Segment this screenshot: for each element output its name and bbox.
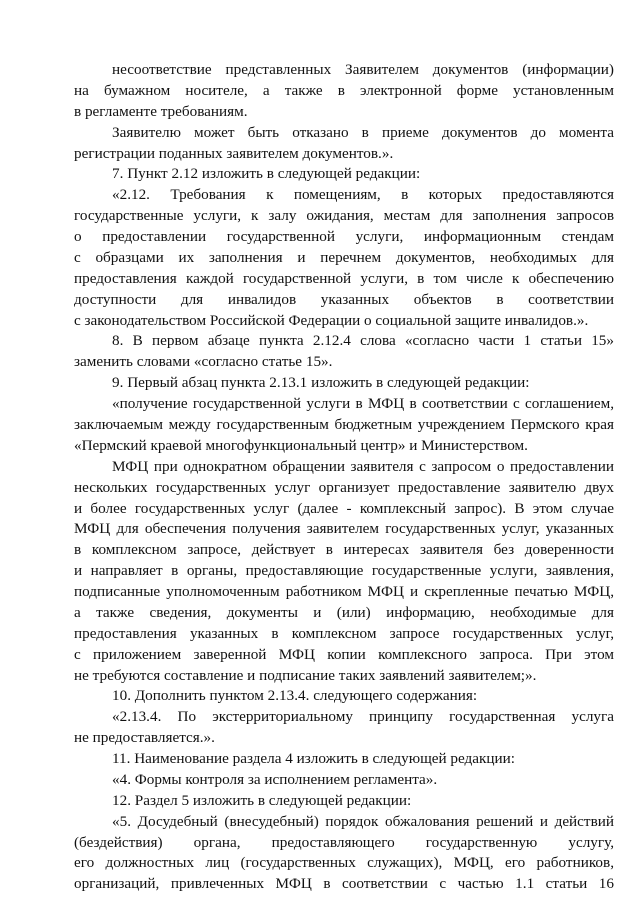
text-line: «2.13.4. По экстерриториальному принципу государственная услуга bbox=[112, 708, 614, 726]
text-line: «4. Формы контроля за исполнением регламента». bbox=[112, 770, 438, 788]
text-line: с приложением заверенной МФЦ копии комплексного запроса. При этом bbox=[74, 645, 614, 663]
text-line: не предоставляется.». bbox=[74, 729, 215, 747]
text-line: с образцами их заполнения и перечнем документов, необходимых для bbox=[74, 248, 614, 266]
text-line: 11. Наименование раздела 4 изложить в следующей редакции: bbox=[112, 750, 516, 767]
text-line: несоответствие представленных Заявителем документов (информации) bbox=[112, 61, 614, 78]
text-line: «5. Досудебный (внесудебный) порядок обжалования решений и действий bbox=[112, 812, 614, 830]
text-line: в регламенте требованиям. bbox=[74, 102, 248, 120]
text-line: «2.12. Требования к помещениям, в которых предоставляются bbox=[112, 186, 614, 204]
text-line: не требуются составление и подписание таких заявлений заявителем;». bbox=[74, 666, 537, 684]
text-line: Заявителю может быть отказано в приеме документов до момента bbox=[112, 123, 614, 141]
text-line: «Пермский краевой многофункциональный центр» и Министерством. bbox=[74, 436, 528, 454]
text-line: о предоставлении государственной услуги, информационным стендам bbox=[74, 228, 614, 245]
text-line: нескольких государственных услуг организует предоставление заявителю двух bbox=[74, 478, 614, 496]
text-line: подписанные уполномоченным работником МФЦ и скрепленные печатью МФЦ, bbox=[74, 583, 614, 600]
text-line: на бумажном носителе, а также в электронной форме установленным bbox=[74, 81, 614, 99]
text-line: доступности для инвалидов указанных объектов в соответствии bbox=[74, 290, 614, 308]
text-line: заключаемым между государственным бюджетным учреждением Пермского края bbox=[74, 416, 614, 433]
text-line: организаций, привлеченных МФЦ в соответствии с частью 1.1 статьи 16 bbox=[74, 875, 614, 893]
text-line: «получение государственной услуги в МФЦ в соответствии с соглашением, bbox=[112, 395, 614, 413]
text-line: заменить словами «согласно статье 15». bbox=[74, 353, 333, 371]
text-line: регистрации поданных заявителем документов.». bbox=[74, 144, 394, 162]
text-line: 10. Дополнить пунктом 2.13.4. следующего содержания: bbox=[112, 687, 478, 705]
text-line: (бездействия) органа, предоставляющего государственную услугу, bbox=[74, 833, 614, 851]
text-line: МФЦ при однократном обращении заявителя с запросом о предоставлении bbox=[112, 457, 614, 475]
text-line: государственные услуги, к залу ожидания, местам для заполнения запросов bbox=[74, 207, 614, 225]
text-line: 7. Пункт 2.12 изложить в следующей редакции: bbox=[112, 165, 421, 183]
text-line: с законодательством Российской Федерации о социальной защите инвалидов.». bbox=[74, 311, 589, 329]
text-line: предоставления каждой государственной услуги, в том числе к обеспечению bbox=[74, 269, 614, 287]
text-line: МФЦ для обеспечения получения заявителем государственных услуг, указанных bbox=[74, 520, 614, 538]
text-line: а также сведения, документы и (или) информацию, необходимые для bbox=[74, 603, 614, 621]
text-line: и направляет в органы, предоставляющие государственные услуги, заявления, bbox=[74, 562, 614, 580]
text-line: предоставления указанных в комплексном запросе государственных услуг, bbox=[74, 624, 614, 642]
text-line: в комплексном запросе, действует в интересах заявителя без доверенности bbox=[74, 541, 614, 559]
text-line: 12. Раздел 5 изложить в следующей редакции: bbox=[112, 791, 412, 809]
text-line: и более государственных услуг (далее - комплексный запрос). В этом случае bbox=[74, 499, 614, 517]
text-line: 8. В первом абзаце пункта 2.12.4 слова «согласно части 1 статьи 15» bbox=[112, 332, 614, 350]
text-line: его должностных лиц (государственных служащих), МФЦ, его работников, bbox=[74, 854, 614, 872]
text-line: 9. Первый абзац пункта 2.13.1 изложить в следующей редакции: bbox=[112, 374, 530, 392]
